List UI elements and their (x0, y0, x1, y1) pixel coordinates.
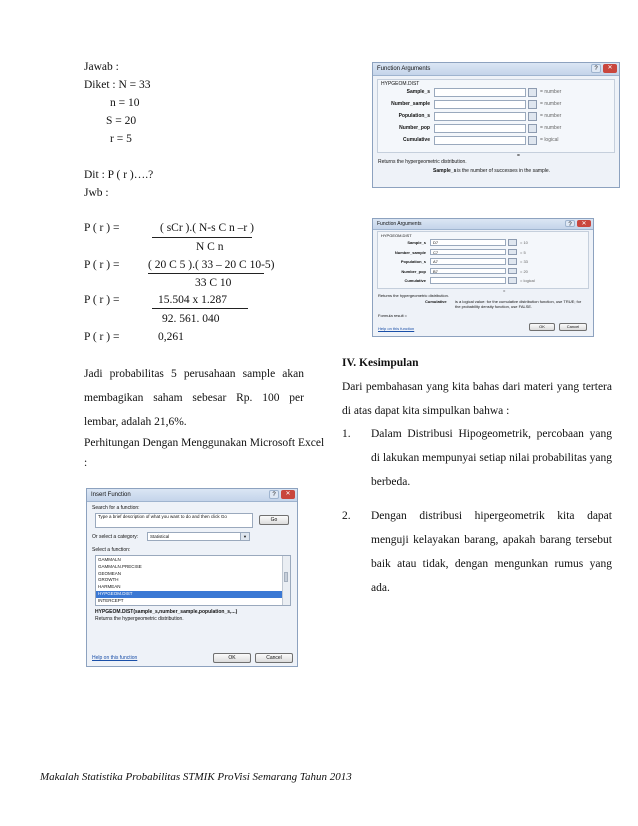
eq3-lhs: P ( r ) = (84, 294, 120, 306)
collapse-dialog-icon[interactable] (508, 258, 517, 265)
function-list-item[interactable]: GAMMALN.PRECISE (98, 563, 142, 569)
dialog-title: Insert Function (91, 492, 131, 498)
function-list-item[interactable]: INTERCEPT (98, 597, 124, 603)
eq2-denominator: 33 C 10 (195, 277, 232, 289)
argument-result: = number (540, 125, 562, 131)
eq3-numerator: 15.504 x 1.287 (158, 294, 227, 306)
list-scrollbar[interactable] (282, 556, 290, 605)
function-name: HYPGEOM.DIST (381, 233, 412, 238)
argument-result-value: number (544, 113, 562, 119)
argument-row (378, 88, 614, 99)
list-item (342, 504, 612, 600)
argument-result-value: 33 (523, 259, 528, 264)
collapse-dialog-icon[interactable] (528, 88, 537, 97)
list-number: 1. (342, 428, 351, 440)
argument-result-value: number (544, 101, 562, 107)
arg-help-name: Sample_s (433, 168, 457, 174)
help-link[interactable]: Help on this function (92, 655, 138, 661)
given-s: S = 20 (106, 115, 137, 127)
argument-result: = 33 (520, 259, 528, 264)
argument-input[interactable] (434, 88, 526, 97)
argument-result: = logical (540, 137, 559, 143)
scrollbar-thumb[interactable] (284, 572, 288, 582)
equals-result: = (503, 288, 506, 293)
cancel-button[interactable]: Cancel (559, 323, 587, 331)
argument-label: Number_sample (391, 101, 430, 107)
jawab-label: Jawab : (84, 61, 119, 73)
list-item (342, 422, 612, 494)
list-number: 2. (342, 510, 351, 522)
function-description: Returns the hypergeometric distribution. (378, 293, 449, 298)
function-list-item[interactable]: HYPGEOM.DIST (96, 591, 284, 598)
section-title: IV. Kesimpulan (342, 357, 419, 369)
argument-row (378, 268, 588, 277)
argument-input[interactable]: D7 (430, 239, 506, 246)
argument-input[interactable]: A7 (430, 258, 506, 265)
collapse-dialog-icon[interactable] (508, 268, 517, 275)
collapse-dialog-icon[interactable] (508, 249, 517, 256)
diket-line: Diket : N = 33 (84, 79, 151, 91)
collapse-dialog-icon[interactable] (528, 136, 537, 145)
collapse-dialog-icon[interactable] (508, 277, 517, 284)
search-label: Search for a function: (92, 505, 140, 511)
argument-result-value: logical (544, 137, 559, 143)
jwb-label: Jwb : (84, 187, 109, 199)
arg-help-text: is the number of successes in the sample. (457, 168, 551, 174)
argument-result-value: number (544, 125, 562, 131)
eq4-lhs: P ( r ) = (84, 331, 120, 343)
select-function-label: Select a function: (92, 547, 131, 553)
argument-input[interactable]: B7 (430, 268, 506, 275)
category-value: Statistical (150, 534, 170, 539)
argument-result: = 5 (520, 249, 526, 255)
collapse-dialog-icon[interactable] (508, 239, 517, 246)
dit-line: Dit : P ( r )….? (84, 169, 154, 181)
argument-input[interactable] (434, 112, 526, 121)
ok-button[interactable]: OK (213, 653, 251, 663)
given-r: r = 5 (110, 133, 132, 145)
collapse-dialog-icon[interactable] (528, 124, 537, 133)
argument-input[interactable]: C7 (430, 249, 506, 256)
search-input[interactable]: Type a brief description of what you want to do and then click Go (95, 513, 253, 528)
fraction-bar (152, 237, 252, 238)
argument-label: Number_sample (394, 249, 426, 255)
help-icon[interactable]: ? (565, 220, 575, 227)
argument-input[interactable] (434, 100, 526, 109)
function-description: Returns the hypergeometric distribution. (378, 159, 467, 165)
function-signature: HYPGEOM.DIST(sample_s,number_sample,population_s,...) (95, 609, 238, 615)
help-icon[interactable]: ? (269, 490, 279, 499)
excel-heading: Perhitungan Dengan Menggunakan Microsoft Excel (84, 437, 325, 449)
dialog-title: Function Arguments (377, 221, 422, 227)
cancel-button[interactable]: Cancel (255, 653, 293, 663)
function-arguments-dialog-empty (372, 62, 620, 188)
given-n: n = 10 (110, 97, 140, 109)
eq4-value: 0,261 (158, 331, 184, 343)
argument-row (378, 239, 588, 248)
argument-input[interactable] (434, 136, 526, 145)
fraction-bar (152, 308, 248, 309)
argument-input[interactable] (430, 277, 506, 284)
argument-label: Cumulative (403, 137, 430, 143)
function-list-item[interactable]: GAMMALN (98, 557, 121, 562)
intro-paragraph: Dari pembahasan yang kita bahas dari materi yang tertera di atas dapat kita simpulkan bahwa : (342, 381, 612, 417)
function-arguments-dialog-filled (372, 218, 594, 337)
function-list-item[interactable]: GEOMEAN (98, 570, 122, 576)
go-button[interactable]: Go (259, 515, 289, 525)
function-description: Returns the hypergeometric distribution. (95, 616, 184, 622)
close-icon[interactable]: ✕ (281, 490, 295, 499)
argument-row (378, 100, 614, 111)
eq1-lhs: P ( r ) = (84, 222, 120, 234)
close-icon[interactable]: ✕ (577, 220, 591, 227)
argument-result-value: logical (523, 278, 535, 283)
function-name: HYPGEOM.DIST (381, 81, 420, 87)
eq2-numerator: ( 20 C 5 ).( 33 – 20 C 10-5) (148, 259, 275, 271)
argument-label: Population_s (400, 259, 426, 264)
argument-result: = number (540, 101, 562, 107)
argument-row (378, 277, 588, 286)
page-footer: Makalah Statistika Probabilitas STMIK ProVisi Semarang Tahun 2013 (40, 771, 352, 783)
eq1-numerator: ( sCr ).( N-s C n –r ) (160, 222, 254, 234)
fraction-bar (148, 273, 264, 274)
function-list[interactable] (95, 555, 291, 606)
arg-help-text: is a logical value: for the cumulative distribution function, use TRUE; for the probability density function, use FALSE. (455, 299, 582, 309)
argument-result-value: 10 (523, 240, 528, 245)
equals-result: = (517, 153, 520, 159)
arguments-group (377, 79, 615, 153)
collapse-dialog-icon[interactable] (528, 100, 537, 109)
function-list-item[interactable]: HARMEAN (98, 584, 121, 590)
argument-label: Sample_s (407, 240, 426, 245)
help-link[interactable]: Help on this function (378, 326, 415, 331)
argument-row (378, 258, 588, 267)
argument-row (378, 136, 614, 147)
argument-result: = number (540, 113, 562, 119)
eq1-denominator: N C n (196, 241, 224, 253)
ok-button[interactable]: OK (529, 323, 555, 331)
argument-result-value: 5 (523, 249, 526, 255)
list-text: Dalam Distribusi Hipogeometrik, percobaan yang di lakukan mempunyai setiap nilai probabilitas yang berbeda. (371, 428, 612, 488)
argument-row (378, 249, 588, 258)
dialog-title: Function Arguments (377, 66, 431, 72)
argument-label: Number_pop (401, 268, 426, 274)
argument-result: = number (540, 89, 562, 95)
category-select[interactable] (147, 532, 250, 541)
argument-input[interactable] (434, 124, 526, 133)
argument-result: = 20 (520, 268, 528, 274)
dialog-titlebar (373, 219, 593, 230)
argument-label: Number_pop (399, 125, 430, 131)
argument-result-value: number (544, 89, 562, 95)
formula-result-label: Formula result = (378, 313, 408, 318)
collapse-dialog-icon[interactable] (528, 112, 537, 121)
argument-result: = 10 (520, 240, 528, 245)
argument-row (378, 112, 614, 123)
chevron-down-icon[interactable]: ▼ (240, 533, 249, 540)
function-list-item[interactable]: GROWTH (98, 577, 119, 583)
eq2-lhs: P ( r ) = (84, 259, 120, 271)
conclusion-list (342, 422, 612, 610)
insert-function-dialog (86, 488, 298, 667)
dialog-titlebar (87, 489, 297, 502)
argument-row (378, 124, 614, 135)
close-icon[interactable]: ✕ (603, 64, 617, 73)
eq3-denominator: 92. 561. 040 (162, 313, 220, 325)
arg-help-name: Cumulative (425, 299, 447, 304)
argument-label: Cumulative (404, 278, 426, 283)
help-icon[interactable]: ? (591, 64, 601, 73)
list-text: Dengan distribusi hipergeometrik kita dapat menguji kelayakan barang, apakah barang tersebut baik atau tidak, dengan mengunkan rumus yang ada. (371, 510, 612, 594)
argument-result: = logical (520, 278, 535, 283)
category-label: Or select a category: (92, 534, 139, 540)
conclusion-paragraph: Jadi probabilitas 5 perusahaan sample akan membagikan saham sebesar Rp. 100 per lembar, adalah 21,6%. (84, 368, 304, 428)
argument-label: Sample_s (406, 89, 430, 95)
dialog-titlebar (373, 63, 619, 76)
arguments-group (377, 231, 589, 289)
argument-result-value: 20 (523, 268, 528, 274)
excel-colon: : (84, 457, 88, 469)
argument-label: Population_s (398, 113, 430, 119)
